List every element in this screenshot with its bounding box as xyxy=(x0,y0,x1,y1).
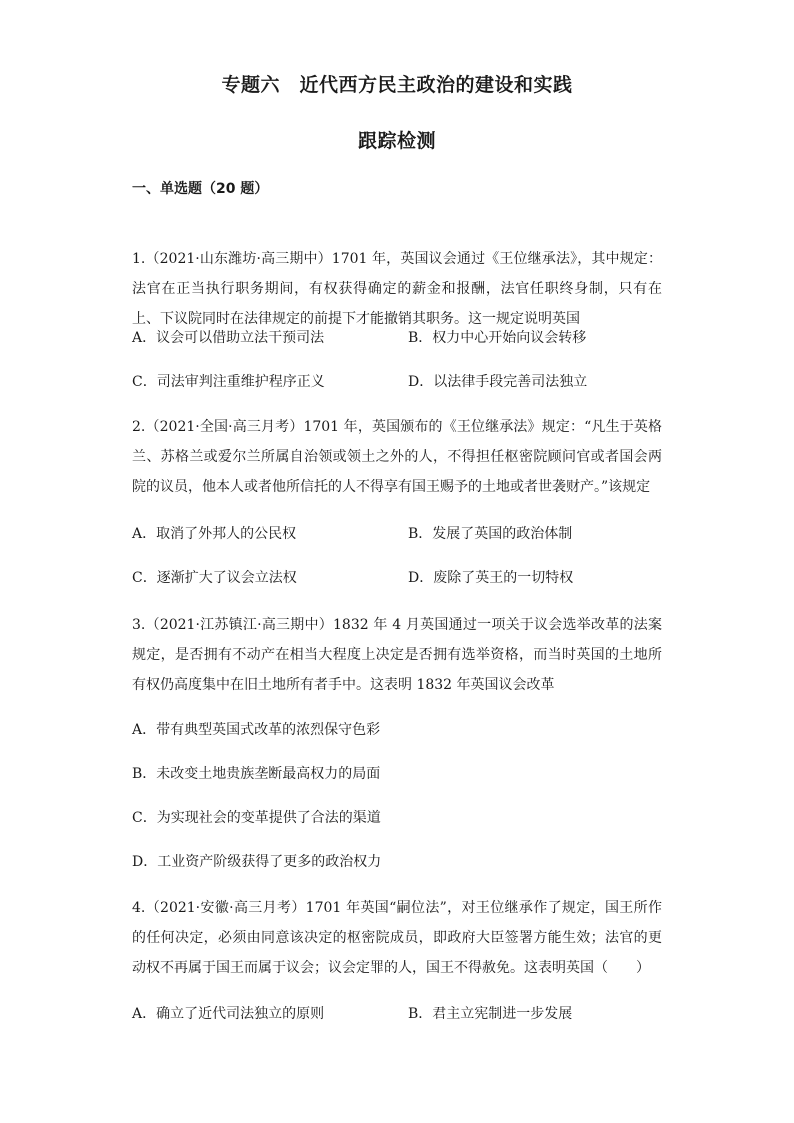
page-subtitle: 跟踪检测 xyxy=(357,130,436,152)
question-4-stem: 4.（2021·安徽·高三月考）1701 年英国“嗣位法”，对王位继承作了规定，国王所作的任何决定，必须由同意该决定的枢密院成员，即政府大臣签署方能生效；法官的更动权不再属于国王而属于议会；议会定罪的人，国王不得赦免。这表明英国（ ） xyxy=(132,900,662,976)
question-1-option-a: A．议会可以借助立法干预司法 xyxy=(132,330,325,346)
question-4-option-a: A．确立了近代司法独立的原则 xyxy=(132,1006,325,1022)
section-heading: 一、单选题（20 题） xyxy=(132,181,269,197)
question-2-stem: 2.（2021·全国·高三月考）1701 年，英国颁布的《王位继承法》规定：“凡生于英格兰、苏格兰或爱尔兰所属自治领或领土之外的人，不得担任枢密院顾问官或者国会两院的议员，他本人或者他所信托的人不得享有国王赐予的土地或者世袭财产。”该规定 xyxy=(132,419,662,495)
question-2-option-c: C．逐渐扩大了议会立法权 xyxy=(132,570,297,586)
question-3-option-b: B．未改变土地贵族垄断最高权力的局面 xyxy=(132,766,381,782)
question-3-option-c: C．为实现社会的变革提供了合法的渠道 xyxy=(132,810,381,826)
question-1-option-b: B．权力中心开始向议会转移 xyxy=(408,330,587,346)
question-1-stem: 1.（2021·山东潍坊·高三期中）1701 年，英国议会通过《王位继承法》，其中规定：法官在正当执行职务期间，有权获得确定的薪金和报酬，法官任职终身制，只有在上、下议院同时在法律规定的前提下才能撤销其职务。这一规定说明英国 xyxy=(132,251,662,327)
question-3-option-a: A．带有典型英国式改革的浓烈保守色彩 xyxy=(132,722,381,738)
page-title: 专题六 近代西方民主政治的建设和实践 xyxy=(221,74,573,96)
question-3-stem: 3.（2021·江苏镇江·高三期中）1832 年 4 月英国通过一项关于议会选举改革的法案规定，是否拥有不动产在相当大程度上决定是否拥有选举资格，而当时英国的土地所有权仍高度集中在旧土地所有者手中。这表明 1832 年英国议会改革 xyxy=(132,617,662,693)
question-1-option-c: C．司法审判注重维护程序正义 xyxy=(132,374,325,390)
question-1-option-d: D．以法律手段完善司法独立 xyxy=(408,374,588,390)
question-2-option-b: B．发展了英国的政治体制 xyxy=(408,526,573,542)
question-2-option-a: A．取消了外邦人的公民权 xyxy=(132,526,297,542)
question-3-option-d: D．工业资产阶级获得了更多的政治权力 xyxy=(132,854,382,870)
question-2-option-d: D．废除了英王的一切特权 xyxy=(408,570,574,586)
question-4-option-b: B．君主立宪制进一步发展 xyxy=(408,1006,573,1022)
